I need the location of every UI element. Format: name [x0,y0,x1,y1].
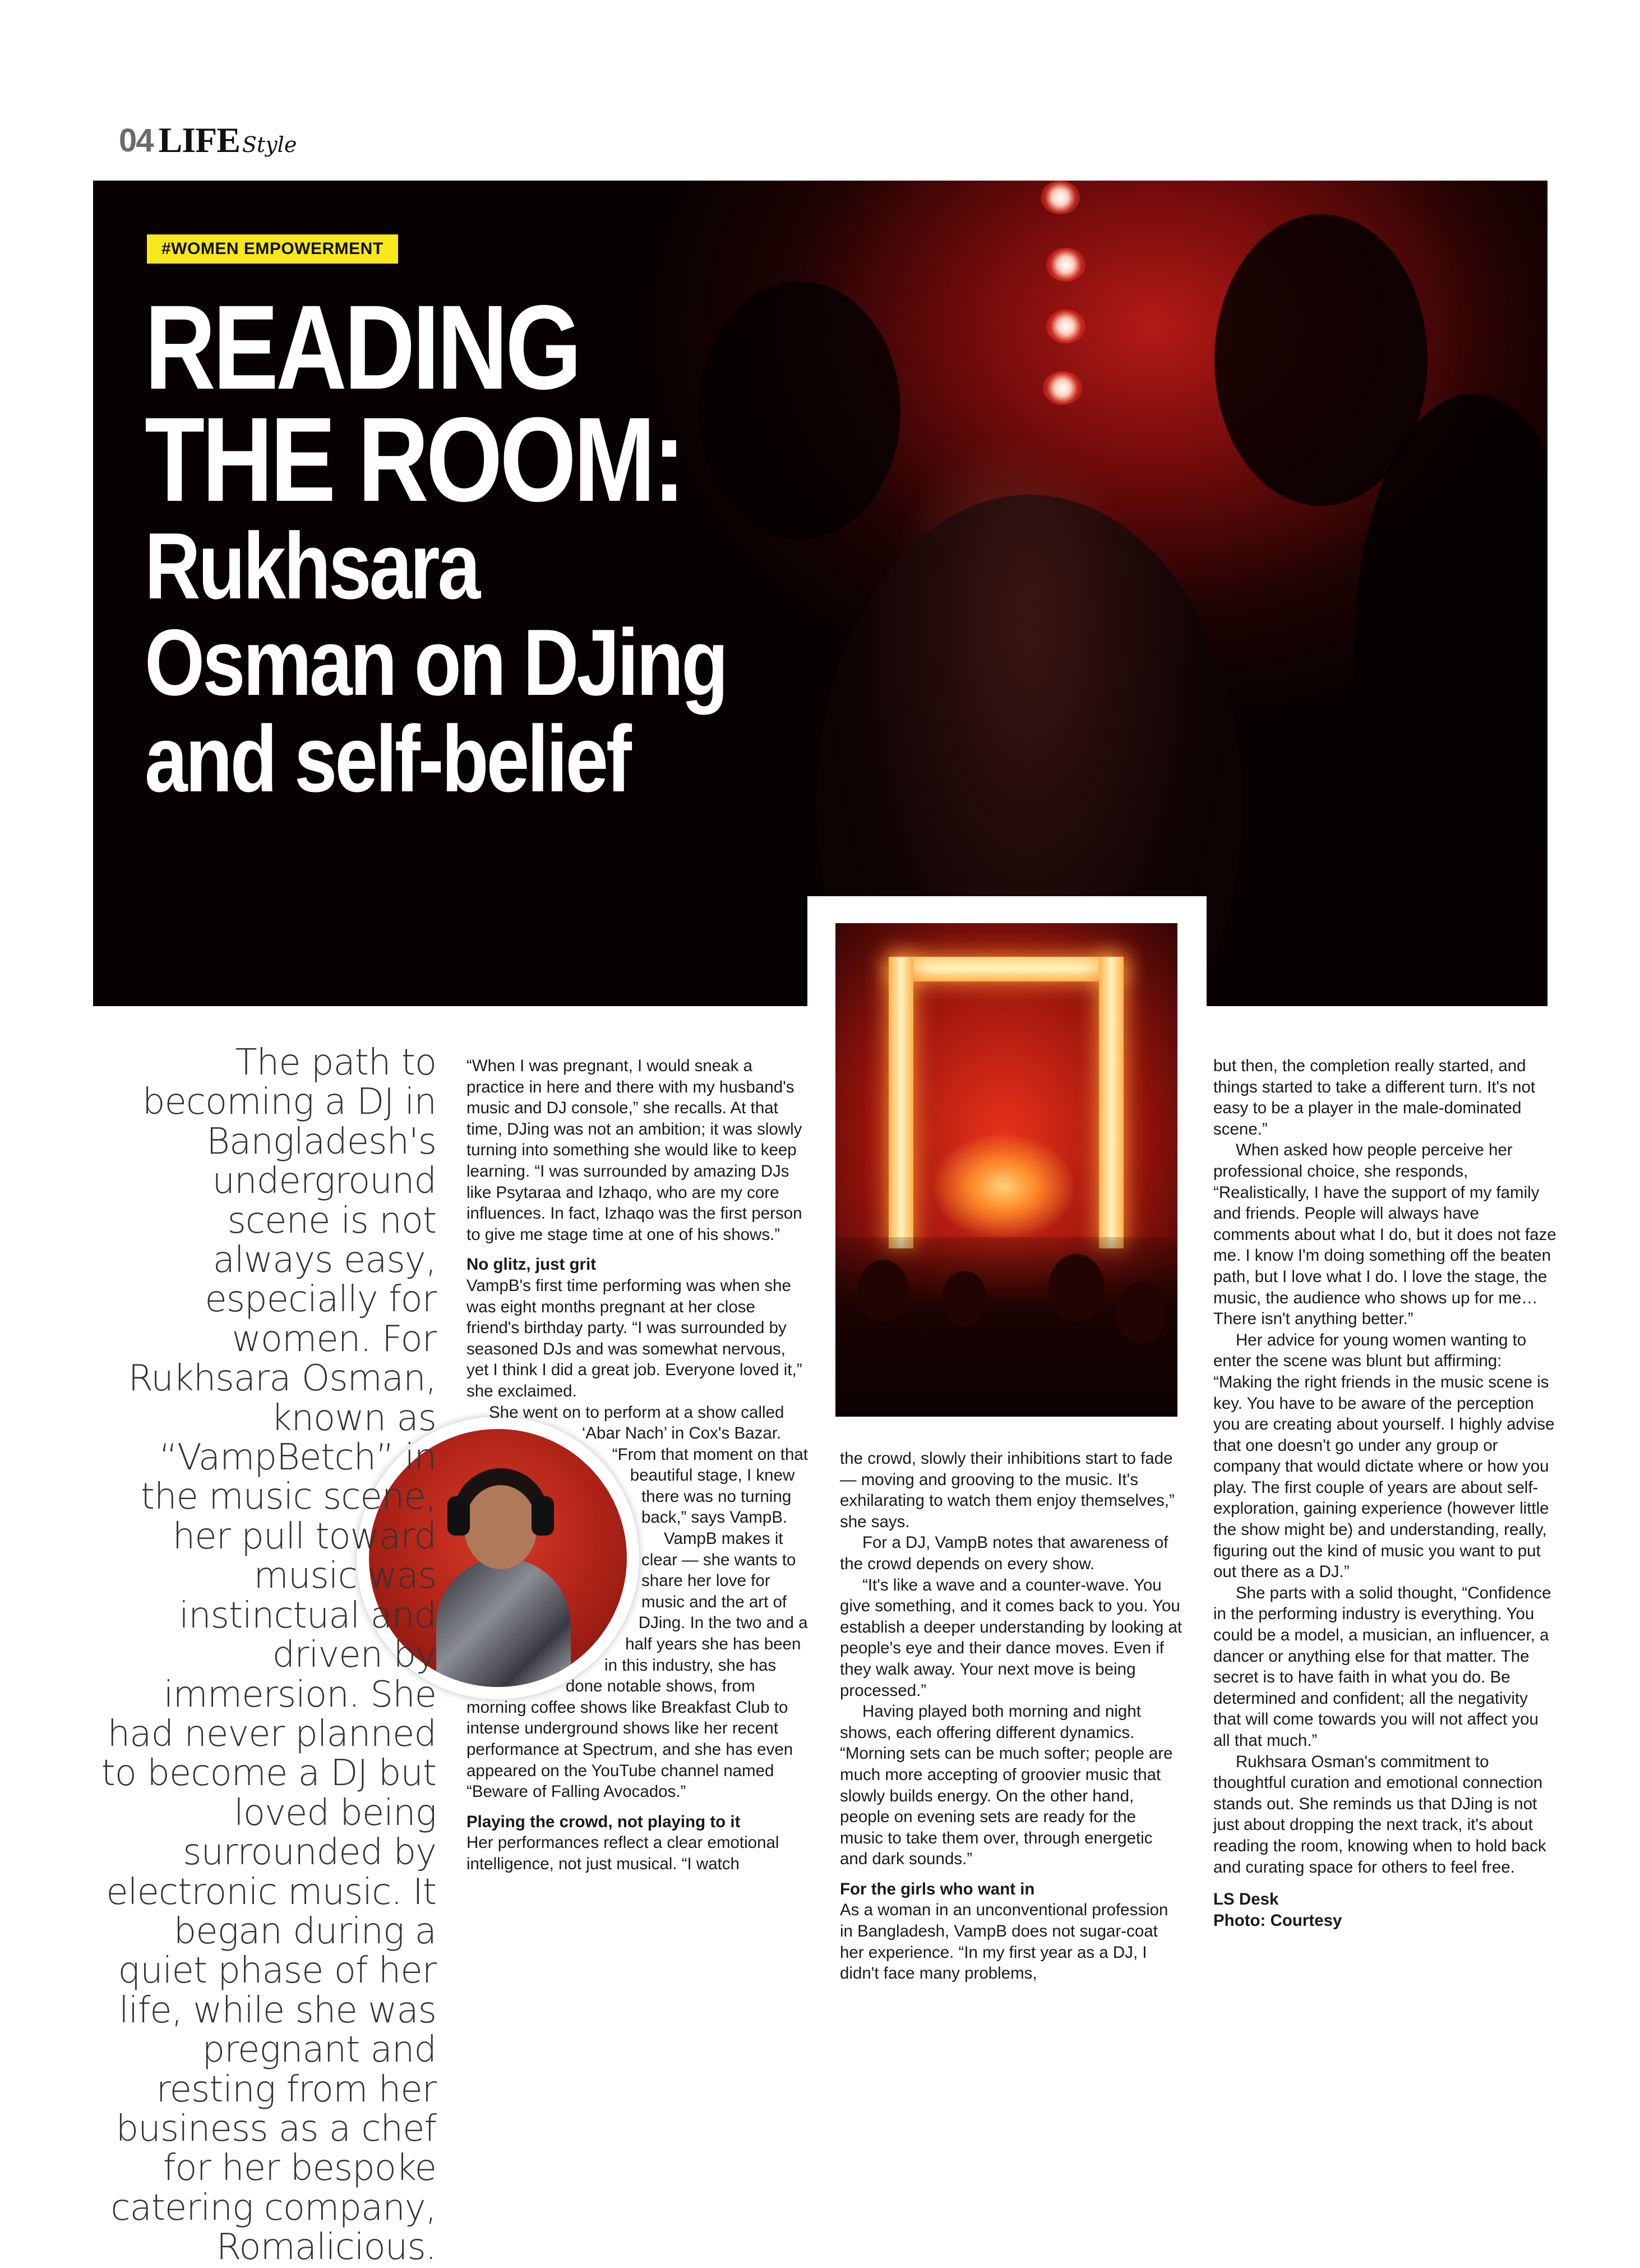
byline: LS Desk [1213,1890,1279,1909]
paragraph: the crowd, slowly their inhibitions start to fade — moving and grooving to the music. It's exhilarating to watch them enjoy themselves,” she says. [840,1449,1175,1531]
magazine-logo: LIFE [158,120,240,160]
article-column-2 [466,1055,810,1875]
crowd-head [858,1260,908,1321]
paragraph: For a DJ, VampB notes that awareness of the crowd depends on every show. [840,1533,1168,1573]
paragraph: Having played both morning and night shows, each offering different dynamics. “Morning sets can be much softer; people are much more accepting of groovier music that slowly builds energy. On the other hand, people on evening sets are ready for the music to take them over, through energetic and dark sounds.” [840,1702,1173,1869]
paragraph: Rukhsara Osman's commitment to thoughtful curation and emotional connection stands out. She reminds us that DJing is not just about dropping the next track, it's about reading the room, knowing when to hold back and curating space for others to feel free. [1213,1752,1546,1877]
article-column-4 [1213,1055,1556,1931]
paragraph: She parts with a solid thought, “Confidence in the performing industry is everything. You could be a model, a musician, an influencer, a dancer or anything else for that matter. The secret is to have faith in what you do. Be determined and confident; all the negativity that will come towards you will not affect you all that much.” [1213,1583,1551,1750]
paragraph: VampB's first time performing was when she was eight months pregnant at her close friend's birthday party. “I was surrounded by seasoned DJs and was somewhat nervous, yet I think I did a great job. Everyone loved it,” she exclaimed. [466,1276,802,1400]
crowd-silhouette [699,282,900,540]
headline-line: THE ROOM: [145,393,683,527]
stage-light [1046,248,1085,282]
paragraph: She went on to perform at a show called ‘Abar Nach’ in Cox's Bazar. “From that moment on that beautiful stage, I knew there was no turning back,” says VampB. [466,1402,810,1529]
stage-gate-right [1099,957,1124,1248]
paragraph: “It's like a wave and a counter-wave. You give something, and it comes back to you. You establish a deeper understanding by looking at people's eye and their dance moves. Even if they walk away. Your next move is being processed.” [840,1575,1182,1700]
stage-light [1046,310,1085,343]
stage-gate-left [889,957,913,1248]
subheading: Playing the crowd, not playing to it [466,1812,741,1831]
crowd-head [942,1271,987,1327]
magazine-logo-script: Style [242,132,297,157]
stage-light [1041,181,1080,214]
subheading: No glitz, just grit [466,1255,597,1274]
article-column-3 [840,1448,1183,1984]
portrait-wrap-space [332,1402,641,1712]
paragraph: When asked how people perceive her professional choice, she responds, “Realistically, I have the support of my family and friends. People will always have comments about what I do, but it does not faze me. I know I'm doing something off the beaten path, but I love what I do. I love the stage, the music, the audience who shows up for me… There isn't anything better.” [1213,1141,1556,1329]
paragraph: As a woman in an unconventional profession in Bangladesh, VampB does not sugar-coat her experience. “In my first year as a DJ, I didn't face many problems, [840,1901,1168,1983]
subheading: For the girls who want in [840,1879,1035,1898]
subheadline-line: Osman on DJing [145,610,727,715]
crowd-head [1116,1282,1166,1344]
headline-line: READING [145,280,579,414]
paragraph: but then, the completion really started, and things started to take a different turn. It's not easy to be a player in the male-dominated scene.” [1213,1057,1536,1138]
crowd-head [1048,1254,1105,1321]
lede-paragraph: The path to becoming a DJ in Bangladesh's underground scene is not always easy, especially for women. For Rukhsara Osman, known as “VampBetch” in the music scene, her pull toward music was instinctual and driven by immersion. She had never planned to become a DJ but loved being surrounded by electronic music. It began during a quiet phase of her life, while she was pregnant and resting from her business as a chef for her bespoke catering company, Romalicious. [101,1042,436,2268]
photo-credit: Photo: Courtesy [1213,1911,1342,1930]
concert-stage-photo [835,923,1177,1417]
subheadline-line: Rukhsara [145,513,479,619]
page-number: 04 [119,122,153,159]
paragraph: “When I was pregnant, I would sneak a practice in here and there with my husband's music and DJ console,” she recalls. At that time, DJing was not an ambition; it was slowly turning into something she would like to keep learning. “I was surrounded by amazing DJs like Psytaraa and Izhaqo, who are my core influences. In fact, Izhaqo was the first person to give me stage time at one of his shows.” [466,1057,802,1244]
stage-gate-top [889,957,1124,981]
paragraph: Her advice for young women wanting to enter the scene was blunt but affirming: “Making the right friends in the music scene is key. You have to be aware of the perception you are creating about yourself. I highly advise that one doesn't go under any group or company that would dictate where or how you play. The first couple of years are about self-exploration, gaining experience (however little the show might be) and understanding, really, figuring out the kind of music you want to put out there as a DJ.” [1213,1330,1555,1582]
page-header [119,112,297,168]
stage-light [1043,371,1082,405]
category-tag: #WOMEN EMPOWERMENT [147,234,398,264]
paragraph: Her performances reflect a clear emotional intelligence, not just musical. “I watch [466,1833,779,1873]
headline [145,280,727,812]
paragraph: VampB makes it clear — she wants to share her love for music and the art of DJing. In the two and a half years she has been in this industry, she has done notable shows, from morning coffee shows like Breakfast Club to intense underground shows like her recent performance at Spectrum, and she has even appeared on the YouTube channel named “Beware of Falling Avocados.” [466,1529,808,1801]
subheadline-line: and self-belief [145,706,630,812]
